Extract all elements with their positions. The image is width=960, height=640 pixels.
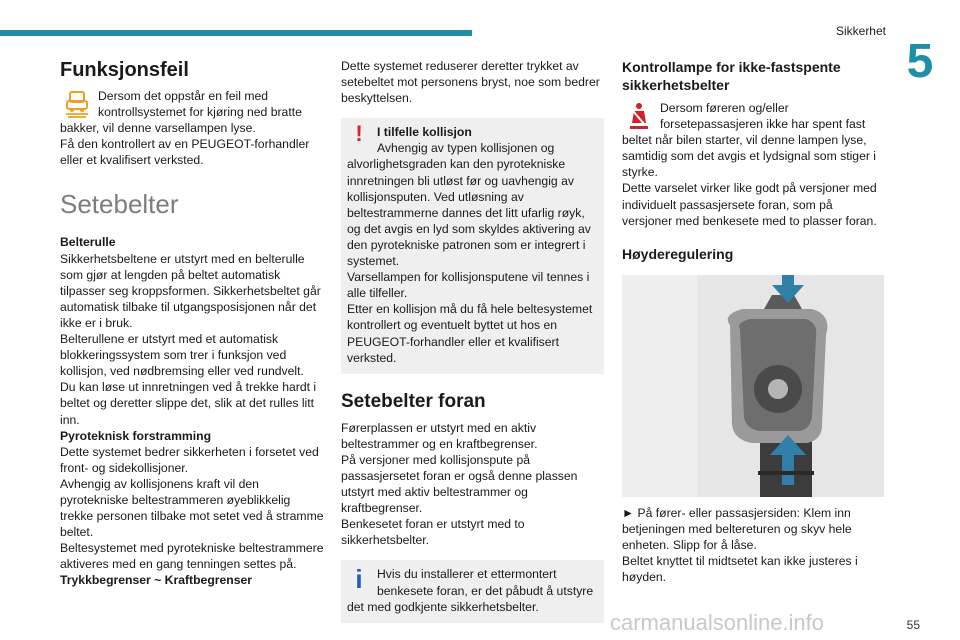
funksjonsfeil-line-1: Dersom det oppstår en feil med: [98, 89, 269, 103]
hoyde-step-text: ► På fører- eller passasjersiden: Klem inn betjeningen med beltereturen og skyv hele enheten. Slipp for å låse.: [622, 505, 852, 552]
intro-text: Dette systemet reduserer deretter trykket av setebeltet mot personens bryst, noe som bedrer beskyttelsen.: [341, 59, 600, 106]
pyro-text-3: Beltesystemet med pyrotekniske beltestrammere aktiveres med en gang tenningen settes på.: [60, 541, 324, 572]
chapter-number: 5: [906, 35, 934, 88]
setebelter-foran-heading: Setebelter foran: [341, 390, 486, 412]
pyro-text-2: Avhengig av kollisjonens kraft vil den pyrotekniske beltestrammeren øyeblikkelig trekke personen tilbake mot setet ved å stramme beltet.: [60, 476, 324, 540]
info-line-2: benkesete foran, er det påbudt å utstyre: [377, 583, 594, 598]
warning-line-1: Avhengig av typen kollisjonen og: [377, 141, 555, 156]
kontrollampe-line-1: Dersom føreren og/eller: [660, 101, 789, 115]
hoyde-note-text: Beltet knyttet til midtsetet kan ikke justeres i høyden.: [622, 554, 858, 585]
header-accent-bar: [0, 30, 472, 36]
info-callout: [341, 560, 604, 622]
foran-text-3: Benkesetet foran er utstyrt med to sikkerhetsbelter.: [341, 517, 525, 548]
info-text-rest: det med godkjente sikkerhetsbelter.: [347, 599, 539, 614]
funksjonsfeil-heading: Funksjonsfeil: [60, 59, 189, 81]
kontrollampe-heading: Kontrollampe for ikke-fastspente sikkerhetsbelter: [622, 59, 841, 93]
kontrollampe-text-rest: beltet når bilen starter, vil denne lampen lyse, samtidig som det avgis et lydsignal som stiger i styrke.: [622, 133, 877, 180]
watermark-text: carmanualsonline.info: [610, 610, 825, 635]
seat-height-adjuster-illustration: [622, 275, 884, 497]
kontrollampe-lamp-line: [622, 100, 886, 132]
warning-title: I tilfelle kollisjon: [377, 125, 472, 140]
kontrollampe-line-2: forsetepassasjeren ikke har spent fast: [660, 117, 866, 132]
warning-text-3: Etter en kollisjon må du få hele beltesystemet kontrollert og eventuelt byttet ut hos en PEUGEOT-forhandler eller et kvalifisert verksted.: [347, 302, 593, 365]
page-number: 55: [906, 618, 920, 632]
column-middle: [341, 52, 604, 623]
kontrollampe-text-2: Dette varselet virker like godt på versjoner med individuelt passasjersete foran, som på versjoner med benkesete med to plasser foran.: [622, 181, 877, 228]
hoyderegulering-heading: Høyderegulering: [622, 245, 734, 262]
warning-text-rest: alvorlighetsgraden kan den pyrotekniske innretningen bli utløst før og uavhengig av kollisjonsputen. Ved utløsning av beltestrammerne dannes det litt ufarlig røyk, og det avgis en lyd som skyldes aktivering av den pyrotekniske patronen som er integrert i systemet.: [347, 157, 591, 269]
setebelter-heading: Setebelter: [60, 189, 179, 220]
info-icon: i: [355, 564, 363, 595]
warning-callout: [341, 118, 604, 373]
belterulle-heading: Belterulle: [60, 235, 116, 250]
info-line-1: Hvis du installerer et ettermontert: [377, 567, 557, 582]
belterulle-text-3: Du kan løse ut innretningen ved å trekke hardt i beltet og deretter slippe det, slik at det rulles litt inn.: [60, 380, 317, 427]
trykkbegrenser-heading: Trykkbegrenser ~ Kraftbegrenser: [60, 573, 253, 588]
descent-control-warning-lamp-icon: [60, 88, 94, 120]
foran-text-2: På versjoner med kollisjonspute på passasjersetet foran er også denne plassen utstyrt med aktiv beltestrammer og kraftbegrenser.: [341, 452, 578, 516]
belterulle-text-2: Belterullene er utstyrt med et automatisk blokkeringssystem som trer i funksjon ved kollisjon, ved nødbremsing eller ved rundvelt.: [60, 332, 304, 379]
pyro-heading: Pyroteknisk forstramming: [60, 428, 212, 443]
warning-exclamation-icon: !: [355, 121, 363, 147]
funksjonsfeil-text-rest: bakker, vil denne varsellampen lyse.: [60, 121, 256, 136]
funksjonsfeil-text-2: Få den kontrollert av en PEUGEOT-forhandler eller et kvalifisert verksted.: [60, 137, 310, 168]
foran-text-1: Førerplassen er utstyrt med en aktiv beltestrammer og en kraftbegrenser.: [341, 420, 538, 451]
funksjonsfeil-line-2: kontrollsystemet for kjøring ned bratte: [98, 105, 302, 120]
warning-text-2: Varsellampen for kollisjonsputene vil tennes i alle tilfeller.: [347, 270, 590, 301]
belterulle-text-1: Sikkerhetsbeltene er utstyrt med en belterulle som gjør at lengden på beltet automatisk tilpasser seg kroppsformen. Sikkerhetsbeltet går automatisk tilbake til utgangsposisjonen når det ikke er i bruk.: [60, 251, 321, 330]
section-name: Sikkerhet: [835, 24, 886, 38]
funksjonsfeil-lamp-line: [60, 88, 324, 120]
column-right: [622, 52, 886, 585]
pyro-text-1: Dette systemet bedrer sikkerheten i forsetet ved front- og sidekollisjoner.: [60, 444, 319, 475]
column-left: [60, 52, 324, 589]
seatbelt-warning-lamp-icon: [622, 100, 656, 132]
